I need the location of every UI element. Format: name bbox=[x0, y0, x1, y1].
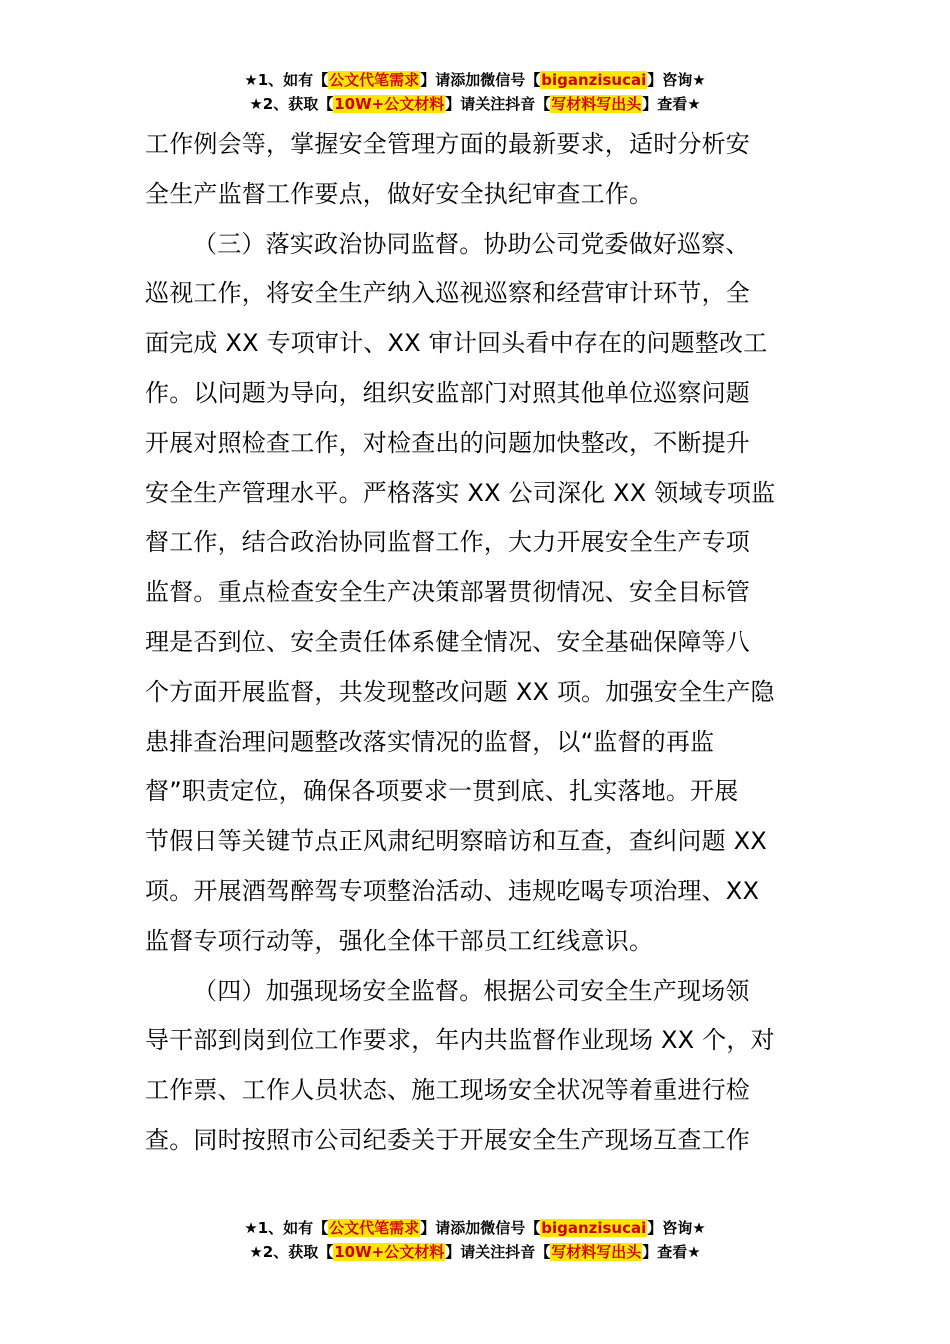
promo-highlight: 10W+公文材料 bbox=[334, 95, 445, 113]
footer-promo-banner bbox=[0, 1216, 950, 1264]
promo-highlight: 公文代笔需求 bbox=[329, 71, 420, 89]
promo-line-2: ★2、获取【10W+公文材料】请关注抖音【写材料写出头】查看★ bbox=[249, 95, 701, 113]
body-line: 督工作，结合政治协同监督工作，大力开展安全生产专项 bbox=[145, 528, 750, 557]
section-heading-line: （四）加强现场安全监督。根据公司安全生产现场领 bbox=[193, 976, 750, 1005]
douyin-id-highlight: 写材料写出头 bbox=[551, 1243, 642, 1261]
promo-highlight: 公文代笔需求 bbox=[329, 1219, 420, 1237]
body-line: 监督。重点检查安全生产决策部署贯彻情况、安全目标管 bbox=[145, 578, 750, 607]
promo-highlight: 10W+公文材料 bbox=[334, 1243, 445, 1261]
promo-line-1: ★1、如有【公文代笔需求】请添加微信号【biganzisucai】咨询★ bbox=[244, 71, 706, 89]
body-line: 全生产监督工作要点，做好安全执纪审查工作。 bbox=[145, 179, 654, 208]
promo-line-2: ★2、获取【10W+公文材料】请关注抖音【写材料写出头】查看★ bbox=[249, 1243, 701, 1261]
body-line: 作。以问题为导向，组织安监部门对照其他单位巡察问题 bbox=[145, 378, 750, 407]
section-heading-line: （三）落实政治协同监督。协助公司党委做好巡察、 bbox=[193, 229, 750, 258]
body-line: 工作票、工作人员状态、施工现场安全状况等着重进行检 bbox=[145, 1076, 750, 1105]
promo-line-1: ★1、如有【公文代笔需求】请添加微信号【biganzisucai】咨询★ bbox=[244, 1219, 706, 1237]
body-line: 面完成 XX 专项审计、XX 审计回头看中存在的问题整改工 bbox=[145, 329, 768, 358]
body-line: 患排查治理问题整改落实情况的监督，以“监督的再监 bbox=[145, 727, 715, 756]
body-line: 个方面开展监督，共发现整改问题 XX 项。加强安全生产隐 bbox=[145, 677, 775, 706]
body-line: 巡视工作，将安全生产纳入巡视巡察和经营审计环节，全 bbox=[145, 279, 750, 308]
body-line: 节假日等关键节点正风肃纪明察暗访和互查，查纠问题 XX bbox=[145, 827, 767, 856]
body-line: 工作例会等，掌握安全管理方面的最新要求，适时分析安 bbox=[145, 130, 750, 158]
document-body bbox=[145, 120, 805, 1166]
wechat-id-highlight: biganzisucai bbox=[541, 1219, 647, 1237]
body-line: 项。开展酒驾醉驾专项整治活动、违规吃喝专项治理、XX bbox=[145, 876, 760, 905]
body-line: 查。同时按照市公司纪委关于开展安全生产现场互查工作 bbox=[145, 1125, 750, 1154]
body-line: 导干部到岗到位工作要求，年内共监督作业现场 XX 个，对 bbox=[145, 1026, 775, 1055]
header-promo-banner bbox=[0, 68, 950, 116]
body-line: 开展对照检查工作，对检查出的问题加快整改，不断提升 bbox=[145, 428, 750, 457]
body-line: 理是否到位、安全责任体系健全情况、安全基础保障等八 bbox=[145, 627, 750, 656]
body-line: 安全生产管理水平。严格落实 XX 公司深化 XX 领域专项监 bbox=[145, 478, 776, 507]
douyin-id-highlight: 写材料写出头 bbox=[551, 95, 642, 113]
wechat-id-highlight: biganzisucai bbox=[541, 71, 647, 89]
body-line: 监督专项行动等，强化全体干部员工红线意识。 bbox=[145, 926, 654, 955]
body-line: 督”职责定位，确保各项要求一贯到底、扎实落地。开展 bbox=[145, 777, 739, 806]
